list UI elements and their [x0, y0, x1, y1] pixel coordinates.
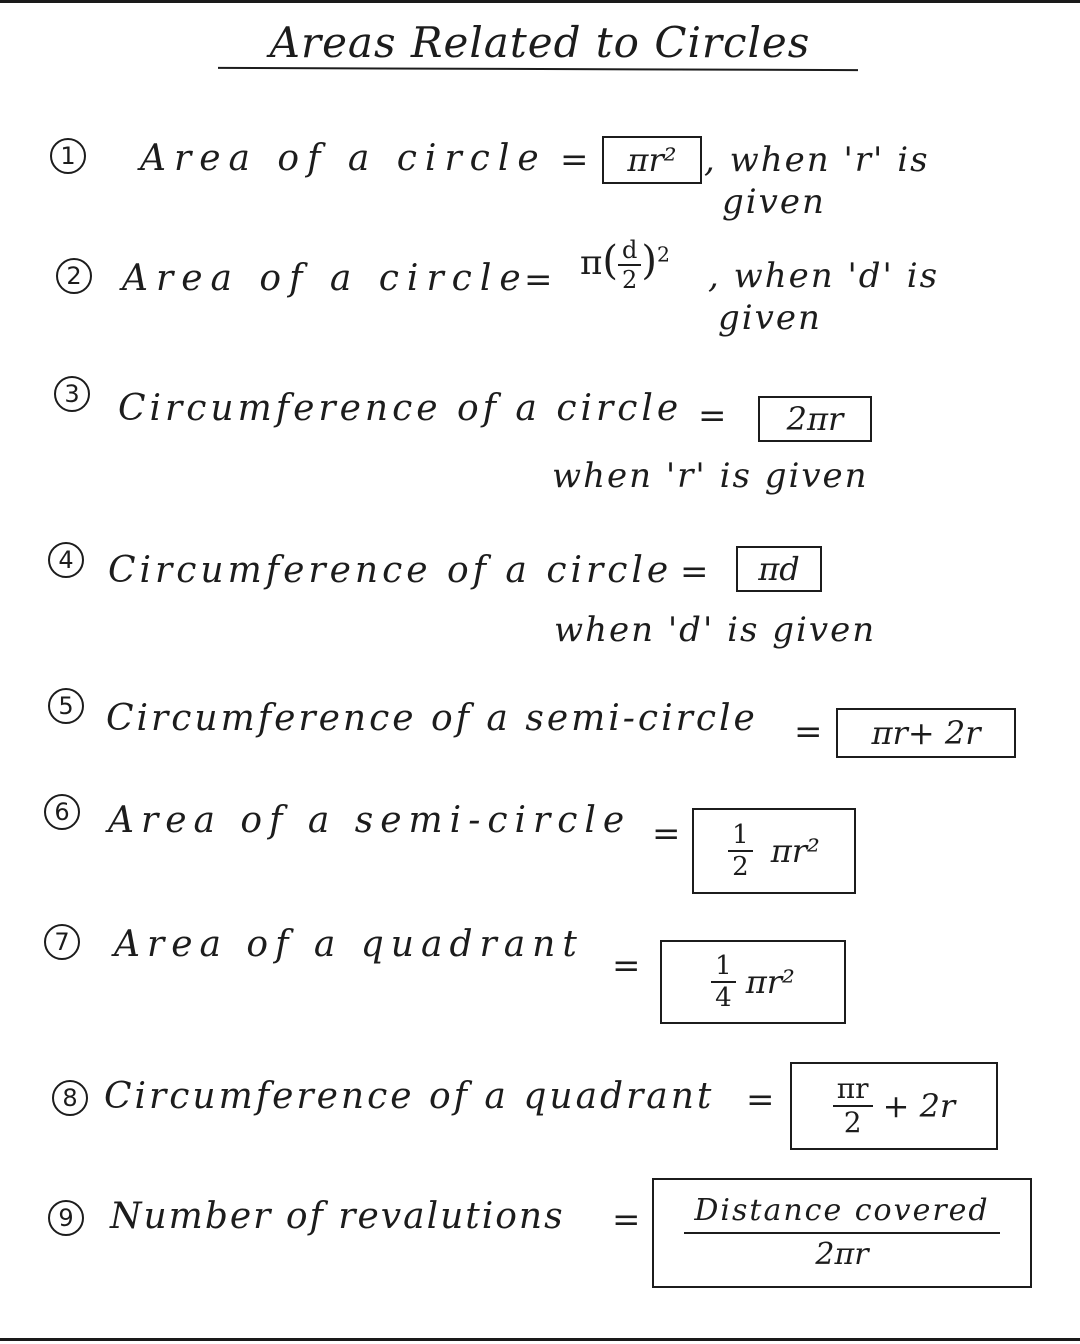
- equals-sign: =: [612, 946, 641, 986]
- formula-box: πd: [736, 546, 822, 592]
- item-label: Circumference of a circle: [108, 550, 673, 591]
- equals-sign: =: [524, 260, 553, 300]
- equals-sign: =: [612, 1200, 641, 1240]
- item-number: 1: [50, 138, 86, 174]
- formula-box: πr²: [602, 136, 702, 184]
- condition-text-cont: given: [718, 298, 822, 338]
- exponent: 2: [656, 242, 670, 267]
- formula-box: 2πr: [758, 396, 872, 442]
- item-label: Circumference of a quadrant: [104, 1076, 715, 1117]
- item-number: 6: [44, 794, 80, 830]
- equals-sign: =: [698, 396, 727, 436]
- formula-rest: πr²: [770, 832, 820, 870]
- formula-rest: πr²: [745, 963, 795, 1001]
- formula-box: [652, 1178, 1032, 1288]
- title-underline: [218, 67, 858, 71]
- item-label: Area of a circle: [122, 258, 529, 299]
- item-number: 2: [56, 258, 92, 294]
- equals-sign: =: [680, 552, 709, 592]
- condition-text: , when 'r' is: [704, 140, 930, 180]
- item-number: 3: [54, 376, 90, 412]
- formula-box: [790, 1062, 998, 1150]
- equals-sign: =: [746, 1080, 775, 1120]
- item-number: 9: [48, 1200, 84, 1236]
- item-label: Circumference of a circle: [118, 388, 683, 429]
- formula-box: [692, 808, 856, 894]
- condition-text-cont: given: [722, 182, 826, 222]
- equals-sign: =: [652, 814, 681, 854]
- item-label: Area of a circle: [140, 138, 547, 179]
- formula-expression: π( $\frac{d}{2}$ )$^2$: [580, 236, 670, 294]
- item-label: Area of a semi-circle: [108, 800, 632, 841]
- condition-text: when 'd' is given: [554, 610, 877, 650]
- item-number: 5: [48, 688, 84, 724]
- condition-text: when 'r' is given: [552, 456, 869, 496]
- fraction-denominator: 4: [715, 983, 732, 1013]
- fraction-denominator: 2πr: [815, 1237, 869, 1272]
- fraction-numerator: 1: [728, 822, 753, 852]
- page-title: Areas Related to Circles: [269, 18, 811, 67]
- fraction-denominator: 2: [843, 1106, 862, 1139]
- top-border: [0, 0, 1080, 3]
- fraction-numerator: Distance covered: [684, 1196, 999, 1234]
- pi-symbol: π: [580, 243, 603, 283]
- condition-text: , when 'd' is: [708, 256, 940, 296]
- formula-box: πr+ 2r: [836, 708, 1016, 758]
- item-number: 8: [52, 1080, 88, 1116]
- equals-sign: =: [794, 712, 823, 752]
- fraction-denominator: 2: [732, 852, 749, 882]
- equals-sign: =: [560, 140, 589, 180]
- item-number: 7: [44, 924, 80, 960]
- item-label: Circumference of a semi-circle: [106, 698, 758, 739]
- fraction-numerator: d: [618, 238, 641, 266]
- fraction-numerator: πr: [833, 1075, 873, 1107]
- item-label: Number of revalutions: [110, 1196, 565, 1237]
- fraction-numerator: 1: [711, 953, 736, 983]
- formula-rest: + 2r: [882, 1087, 956, 1125]
- item-number: 4: [48, 542, 84, 578]
- fraction-denominator: 2: [622, 266, 638, 294]
- formula-box: [660, 940, 846, 1024]
- bottom-border: [0, 1338, 1080, 1341]
- item-label: Area of a quadrant: [114, 924, 584, 965]
